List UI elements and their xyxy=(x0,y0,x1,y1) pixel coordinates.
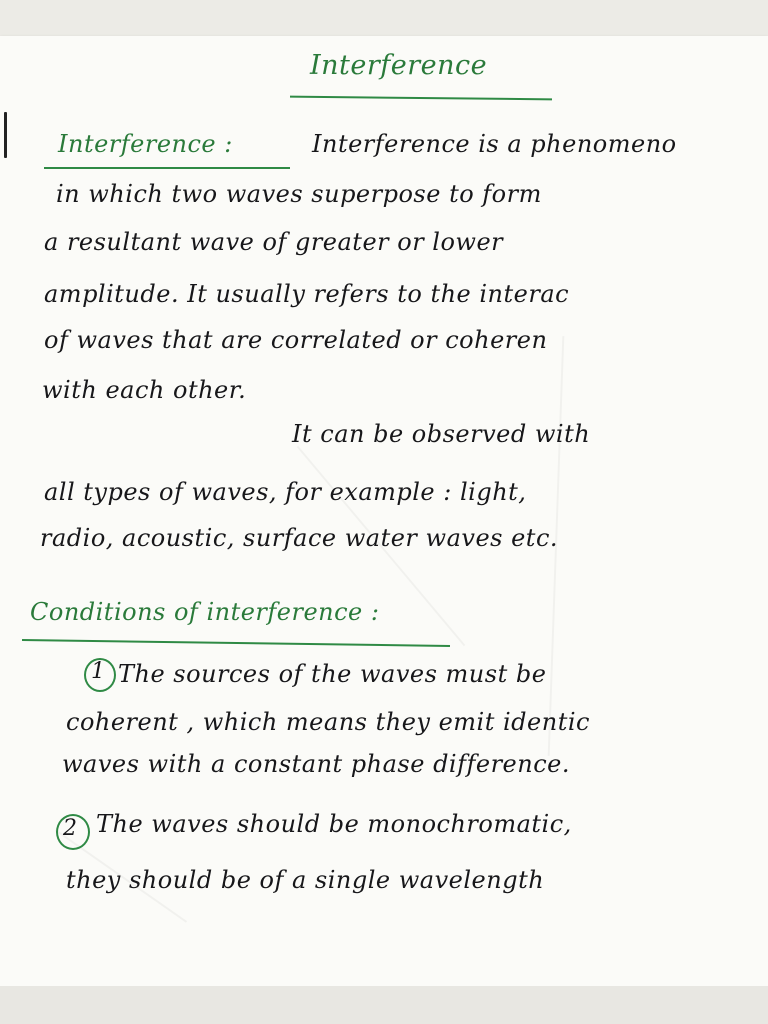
definition-line-8: all types of waves, for example : light, xyxy=(44,478,527,506)
definition-term: Interference : xyxy=(58,130,233,158)
page-title: Interference xyxy=(310,50,488,81)
notebook-page xyxy=(0,36,768,986)
conditions-heading: Conditions of interference : xyxy=(30,598,380,626)
item-2-line-1: The waves should be monochromatic, xyxy=(96,810,572,838)
item-1-line-2: coherent , which means they emit identic xyxy=(66,708,590,736)
definition-line-3: a resultant wave of greater or lower xyxy=(44,228,504,256)
page-bottom-edge xyxy=(0,986,768,1024)
item-1-line-1: The sources of the waves must be xyxy=(118,660,547,688)
item-1-number: 1 xyxy=(91,659,106,684)
definition-line-1: Interference is a phenomeno xyxy=(312,130,677,158)
definition-line-7: It can be observed with xyxy=(292,420,591,448)
definition-line-6: with each other. xyxy=(42,376,247,404)
definition-line-5: of waves that are correlated or coheren xyxy=(44,326,548,354)
definition-term-underline xyxy=(44,167,290,169)
margin-mark xyxy=(4,112,7,158)
item-1-line-3: waves with a constant phase difference. xyxy=(62,750,570,778)
definition-line-2: in which two waves superpose to form xyxy=(56,180,542,208)
item-2-line-2: they should be of a single wavelength xyxy=(66,866,545,894)
definition-line-9: radio, acoustic, surface water waves etc. xyxy=(40,524,559,552)
definition-line-4: amplitude. It usually refers to the interac xyxy=(44,280,570,308)
item-2-number: 2 xyxy=(63,816,78,841)
